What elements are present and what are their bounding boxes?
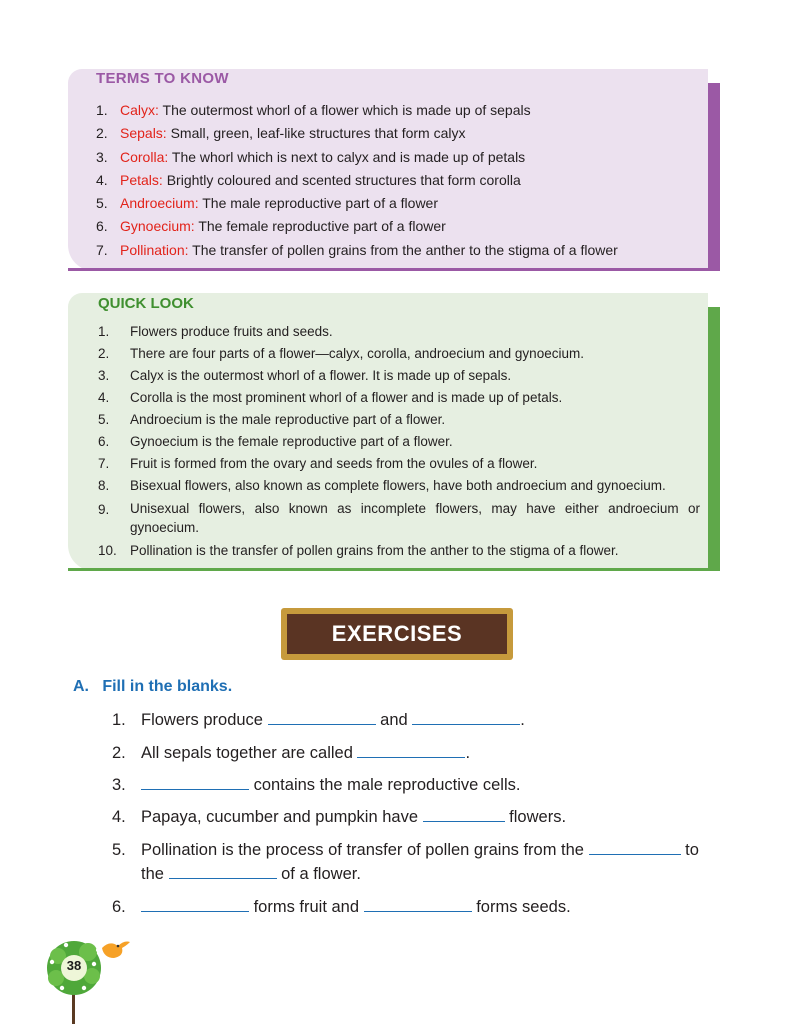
fill-item-4: 4. Papaya, cucumber and pumpkin have flowers.: [112, 805, 566, 827]
quick-bottom-rule: [68, 568, 720, 571]
quick-item: 10. Pollination is the transfer of pollen grains from the anther to the stigma of a flower.: [98, 543, 619, 558]
fill-item-3: 3. contains the male reproductive cells.: [112, 773, 520, 795]
exercises-banner: [281, 608, 513, 660]
banner-label: EXERCISES: [331, 621, 463, 646]
term-item: 4. Petals: Brightly coloured and scented structures that form corolla: [96, 171, 521, 188]
term-name: Gynoecium:: [120, 218, 195, 235]
term-name: Calyx:: [120, 102, 159, 118]
term-item: 1. Calyx: The outermost whorl of a flower which is made up of sepals: [96, 102, 531, 118]
term-name: Pollination:: [120, 241, 189, 258]
blank-field[interactable]: [412, 708, 520, 725]
fill-item-6: 6. forms fruit and forms seeds.: [112, 895, 571, 917]
terms-bottom-rule: [68, 268, 720, 271]
section-a-heading: A. Fill in the blanks.: [73, 678, 233, 695]
quick-item: 5. Androecium is the male reproductive part of a flower.: [98, 412, 446, 427]
term-definition: The female reproductive part of a flower: [194, 218, 446, 235]
blank-field[interactable]: [141, 895, 249, 912]
term-item: 5. Androecium: The male reproductive part of a flower: [96, 195, 439, 212]
quick-item: 1. Flowers produce fruits and seeds.: [98, 324, 333, 339]
term-definition: The whorl which is next to calyx and is made up of petals: [168, 148, 526, 165]
quick-item: 3. Calyx is the outermost whorl of a flower. It is made up of sepals.: [98, 368, 512, 383]
blank-field[interactable]: [141, 773, 249, 790]
quick-list: [98, 321, 700, 562]
fill-item-5: 5. Pollination is the process of transfer of pollen grains from the to: [112, 838, 699, 860]
term-item: 6. Gynoecium: The female reproductive part of a flower: [96, 218, 446, 235]
terms-side-bar: [708, 83, 720, 271]
fill-item-5-continued: the of a flower.: [141, 862, 361, 884]
blank-field[interactable]: [357, 741, 465, 758]
terms-list: [96, 99, 618, 262]
term-definition: The outermost whorl of a flower which is made up of sepals: [158, 102, 531, 118]
fill-item-1: 1. Flowers produce and .: [112, 708, 525, 730]
term-item: 2. Sepals: Small, green, leaf-like structures that form calyx: [96, 125, 466, 142]
fill-item-2: 2. All sepals together are called .: [112, 741, 470, 763]
term-definition: Small, green, leaf-like structures that form calyx: [166, 125, 466, 142]
term-item: 3. Corolla: The whorl which is next to calyx and is made up of petals: [96, 148, 526, 165]
blank-field[interactable]: [423, 805, 505, 822]
term-name: Corolla:: [120, 148, 169, 165]
term-definition: The transfer of pollen grains from the anther to the stigma of a flower: [188, 241, 618, 258]
quick-item: 9. Unisexual flowers, also known as incomplete flowers, may have either androecium or gynoecium.: [98, 501, 700, 535]
quick-item: 8. Bisexual flowers, also known as complete flowers, have both androecium and gynoecium.: [98, 478, 666, 493]
term-name: Androecium:: [120, 195, 199, 212]
blank-field[interactable]: [589, 838, 681, 855]
blank-field[interactable]: [364, 895, 472, 912]
blank-field[interactable]: [268, 708, 376, 725]
term-definition: Brightly coloured and scented structures that form corolla: [162, 171, 521, 188]
quick-item: 2. There are four parts of a flower—calyx, corolla, androecium and gynoecium.: [98, 346, 584, 361]
term-name: Sepals:: [120, 125, 167, 142]
terms-heading: TERMS TO KNOW: [96, 70, 229, 87]
tree-icon: [44, 936, 136, 1024]
term-item: 7. Pollination: The transfer of pollen grains from the anther to the stigma of a flower: [96, 241, 618, 258]
terms-to-know-box: [68, 69, 720, 271]
quick-item: 6. Gynoecium is the female reproductive part of a flower.: [98, 434, 453, 449]
term-name: Petals:: [120, 171, 163, 188]
term-definition: The male reproductive part of a flower: [198, 195, 439, 212]
quick-look-box: [68, 293, 720, 571]
quick-item: 7. Fruit is formed from the ovary and seeds from the ovules of a flower.: [98, 456, 538, 471]
page-number: 38: [66, 958, 82, 973]
quick-item: 4. Corolla is the most prominent whorl of a flower and is made up of petals.: [98, 390, 563, 405]
quick-heading: QUICK LOOK: [98, 295, 194, 312]
quick-side-bar: [708, 307, 720, 571]
blank-field[interactable]: [169, 862, 277, 879]
